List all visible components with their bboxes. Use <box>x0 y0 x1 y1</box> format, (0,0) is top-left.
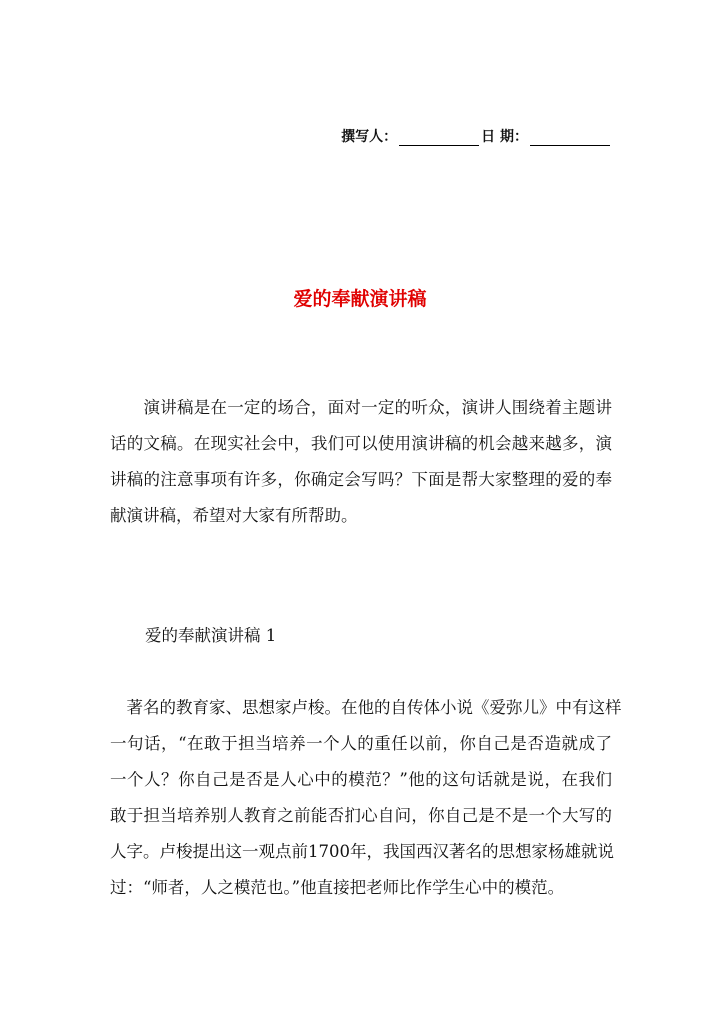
author-label: 撰写人： <box>341 129 398 145</box>
date-label: 日 期： <box>481 129 528 145</box>
text-line: 话的文稿。在现实社会中，我们可以使用演讲稿的机会越来越多，演 <box>110 434 612 453</box>
author-blank <box>399 129 479 146</box>
section-heading: 爱的奉献演讲稿 1 <box>145 626 277 645</box>
text-line: 一个人？你自己是否是人心中的模范？”他的这句话就是说，在我们 <box>110 770 612 789</box>
document-title: 爱的奉献演讲稿 <box>293 288 427 310</box>
intro-paragraph <box>110 390 612 534</box>
text-line: 一句话，“在敢于担当培养一个人的重任以前，你自己是否造就成了 <box>110 734 612 753</box>
text-line: 献演讲稿，希望对大家有所帮助。 <box>110 506 358 525</box>
text-line: 演讲稿是在一定的场合，面对一定的听众，演讲人围绕着主题讲 <box>110 398 612 417</box>
text-line: 人字。卢梭提出这一观点前1700年，我国西汉著名的思想家杨雄就说 <box>110 842 614 861</box>
author-date-header <box>341 126 612 146</box>
text-line: 讲稿的注意事项有许多，你确定会写吗？下面是帮大家整理的爱的奉 <box>110 470 612 489</box>
body-paragraph <box>110 690 622 906</box>
text-line: 敢于担当培养别人教育之前能否扪心自问，你自己是不是一个大写的 <box>110 806 612 825</box>
date-blank <box>530 129 610 146</box>
text-line: 过：“师者，人之模范也。”他直接把老师比作学生心中的模范。 <box>110 878 565 897</box>
text-line: 著名的教育家、思想家卢梭。在他的自传体小说《爱弥儿》中有这样 <box>110 698 622 717</box>
